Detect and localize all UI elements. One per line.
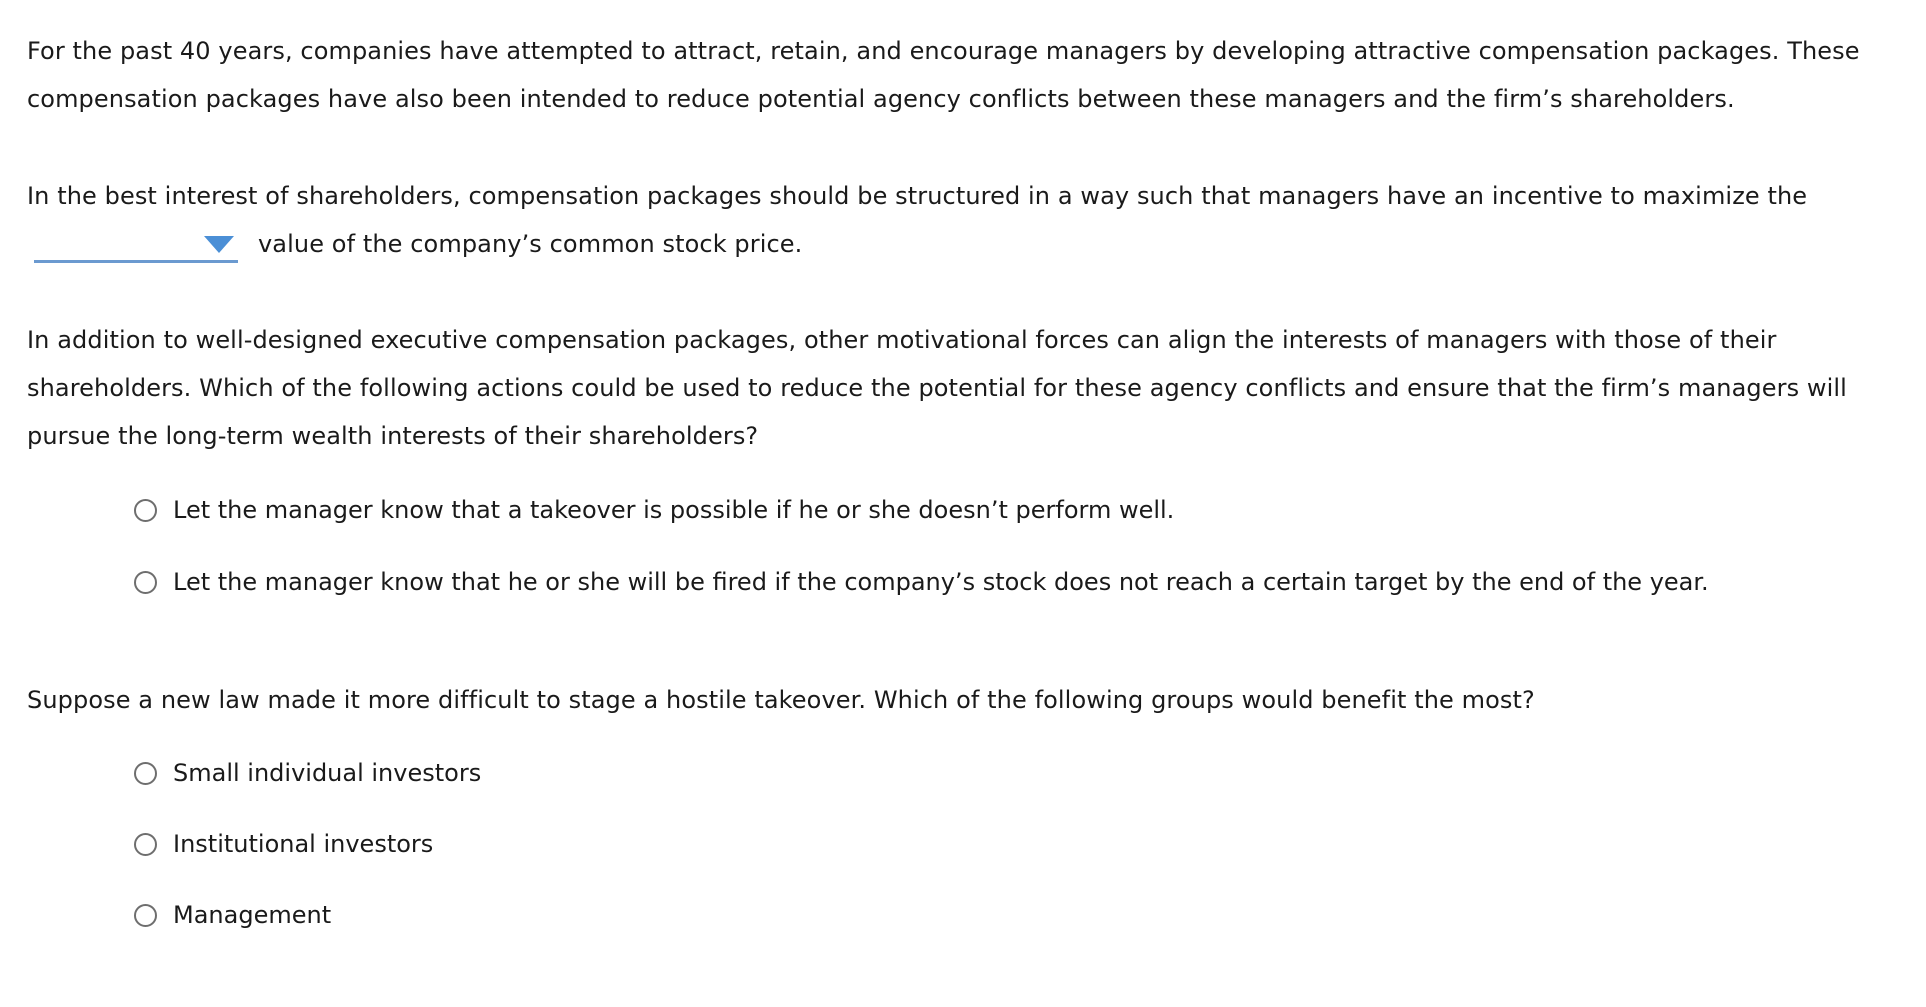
takeover-question-text: Suppose a new law made it more difficult to stage a hostile takeover. Which of the following groups would benefit the most? xyxy=(27,686,1535,714)
option-label: Let the manager know that he or she will be fired if the company’s stock does not reach a certain target by the end of the year. xyxy=(173,568,1709,596)
dropdown-question-text-after: value of the company’s common stock price. xyxy=(258,230,803,258)
intro-text: For the past 40 years, companies have attempted to attract, retain, and encourage managers by developing attractive compensation packages. These compensation packages have also been intended to reduce potential agency conflicts between these managers and the firm’s shareholders. xyxy=(27,37,1860,113)
option-label: Institutional investors xyxy=(173,830,434,858)
option-label: Management xyxy=(173,901,332,929)
actions-options xyxy=(107,494,1907,638)
option-label: Let the manager know that a takeover is possible if he or she doesn’t perform well. xyxy=(173,496,1175,524)
radio-option-takeover-possible[interactable] xyxy=(107,494,1907,526)
answer-dropdown[interactable] xyxy=(34,233,238,263)
radio-option-institutional-investors[interactable] xyxy=(107,828,1907,860)
radio-button[interactable] xyxy=(134,762,157,785)
dropdown-question xyxy=(27,172,1907,268)
radio-button[interactable] xyxy=(134,904,157,927)
actions-question-text: In addition to well-designed executive compensation packages, other motivational forces can align the interests of managers with those of their shareholders. Which of the following actions could be used to reduce the potential for these agency conflicts and ensure that the firm’s managers will pursue the long-term wealth interests of their shareholders? xyxy=(27,326,1847,450)
dropdown-question-text-before: In the best interest of shareholders, compensation packages should be structured in a way such that managers have an incentive to maximize the xyxy=(27,182,1808,210)
radio-button[interactable] xyxy=(134,499,157,522)
radio-button[interactable] xyxy=(134,571,157,594)
radio-option-management[interactable] xyxy=(107,899,1907,931)
intro-paragraph xyxy=(27,27,1907,123)
chevron-down-icon xyxy=(204,236,234,253)
radio-button[interactable] xyxy=(134,833,157,856)
dropdown-line xyxy=(27,220,1907,268)
radio-option-small-individual-investors[interactable] xyxy=(107,757,1907,789)
actions-question-prompt xyxy=(27,316,1907,460)
takeover-options xyxy=(107,757,1907,970)
radio-option-fired-if-target-missed[interactable] xyxy=(107,566,1907,598)
option-label: Small individual investors xyxy=(173,759,482,787)
takeover-question-prompt xyxy=(27,676,1907,724)
